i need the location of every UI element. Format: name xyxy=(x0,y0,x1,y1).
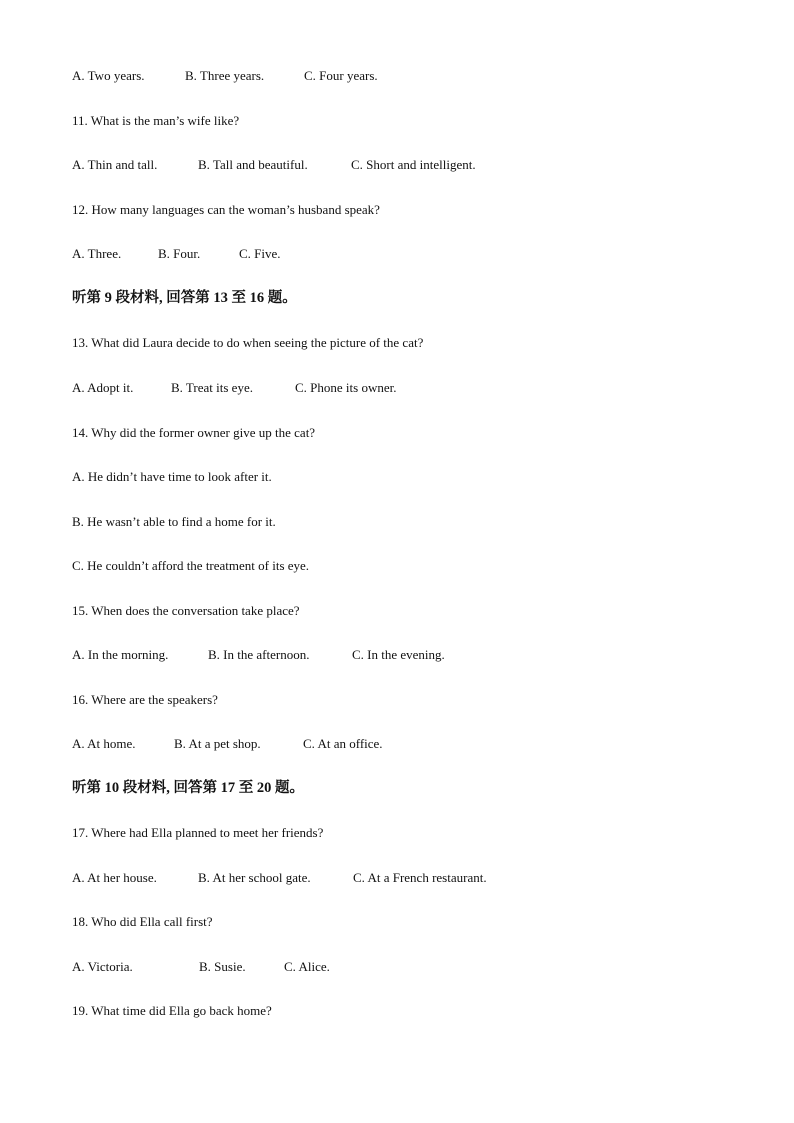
option-b: B. Tall and beautiful. xyxy=(198,157,308,172)
question-17: 17. Where had Ella planned to meet her friends? xyxy=(72,825,324,840)
options-row-q13 xyxy=(72,380,396,396)
section-heading-9: 听第 9 段材料, 回答第 13 至 16 题。 xyxy=(72,290,297,306)
option-c: C. Four years. xyxy=(304,68,378,83)
option-c: C. At an office. xyxy=(303,736,383,751)
option-b: B. Three years. xyxy=(185,68,265,83)
option-a: A. Victoria. xyxy=(72,959,133,974)
question-19: 19. What time did Ella go back home? xyxy=(72,1003,272,1018)
option-b: B. In the afternoon. xyxy=(208,647,310,662)
option-b: B. Susie. xyxy=(199,959,246,974)
question-15: 15. When does the conversation take place? xyxy=(72,603,300,618)
option-a: A. In the morning. xyxy=(72,647,169,662)
option-line-a: A. He didn’t have time to look after it. xyxy=(72,469,272,484)
option-c: C. At a French restaurant. xyxy=(353,870,487,885)
option-c: C. Phone its owner. xyxy=(295,380,397,395)
options-row-q15 xyxy=(72,647,445,663)
option-a: A. At her house. xyxy=(72,870,157,885)
option-b: B. At a pet shop. xyxy=(174,736,261,751)
option-c: C. In the evening. xyxy=(352,647,445,662)
option-a: A. Thin and tall. xyxy=(72,157,158,172)
option-c: C. Alice. xyxy=(284,959,330,974)
options-row-q18 xyxy=(72,959,330,975)
options-row-q10 xyxy=(72,68,378,84)
question-14: 14. Why did the former owner give up the cat? xyxy=(72,425,316,440)
options-row-q11 xyxy=(72,157,476,173)
option-b: B. Treat its eye. xyxy=(171,380,253,395)
option-line-c: C. He couldn’t afford the treatment of its eye. xyxy=(72,558,310,573)
option-b: B. Four. xyxy=(158,246,201,261)
question-12: 12. How many languages can the woman’s husband speak? xyxy=(72,202,380,217)
option-line-b: B. He wasn’t able to find a home for it. xyxy=(72,514,276,529)
options-row-q17 xyxy=(72,870,487,886)
question-18: 18. Who did Ella call first? xyxy=(72,914,213,929)
option-c: C. Five. xyxy=(239,246,281,261)
question-11: 11. What is the man’s wife like? xyxy=(72,113,240,128)
option-a: A. Adopt it. xyxy=(72,380,134,395)
option-a: A. Three. xyxy=(72,246,122,261)
options-row-q16 xyxy=(72,736,383,752)
options-row-q12 xyxy=(72,246,281,262)
option-c: C. Short and intelligent. xyxy=(351,157,476,172)
option-b: B. At her school gate. xyxy=(198,870,311,885)
section-heading-10: 听第 10 段材料, 回答第 17 至 20 题。 xyxy=(72,780,304,796)
question-16: 16. Where are the speakers? xyxy=(72,692,218,707)
option-a: A. At home. xyxy=(72,736,136,751)
question-13: 13. What did Laura decide to do when seeing the picture of the cat? xyxy=(72,335,424,350)
option-a: A. Two years. xyxy=(72,68,145,83)
